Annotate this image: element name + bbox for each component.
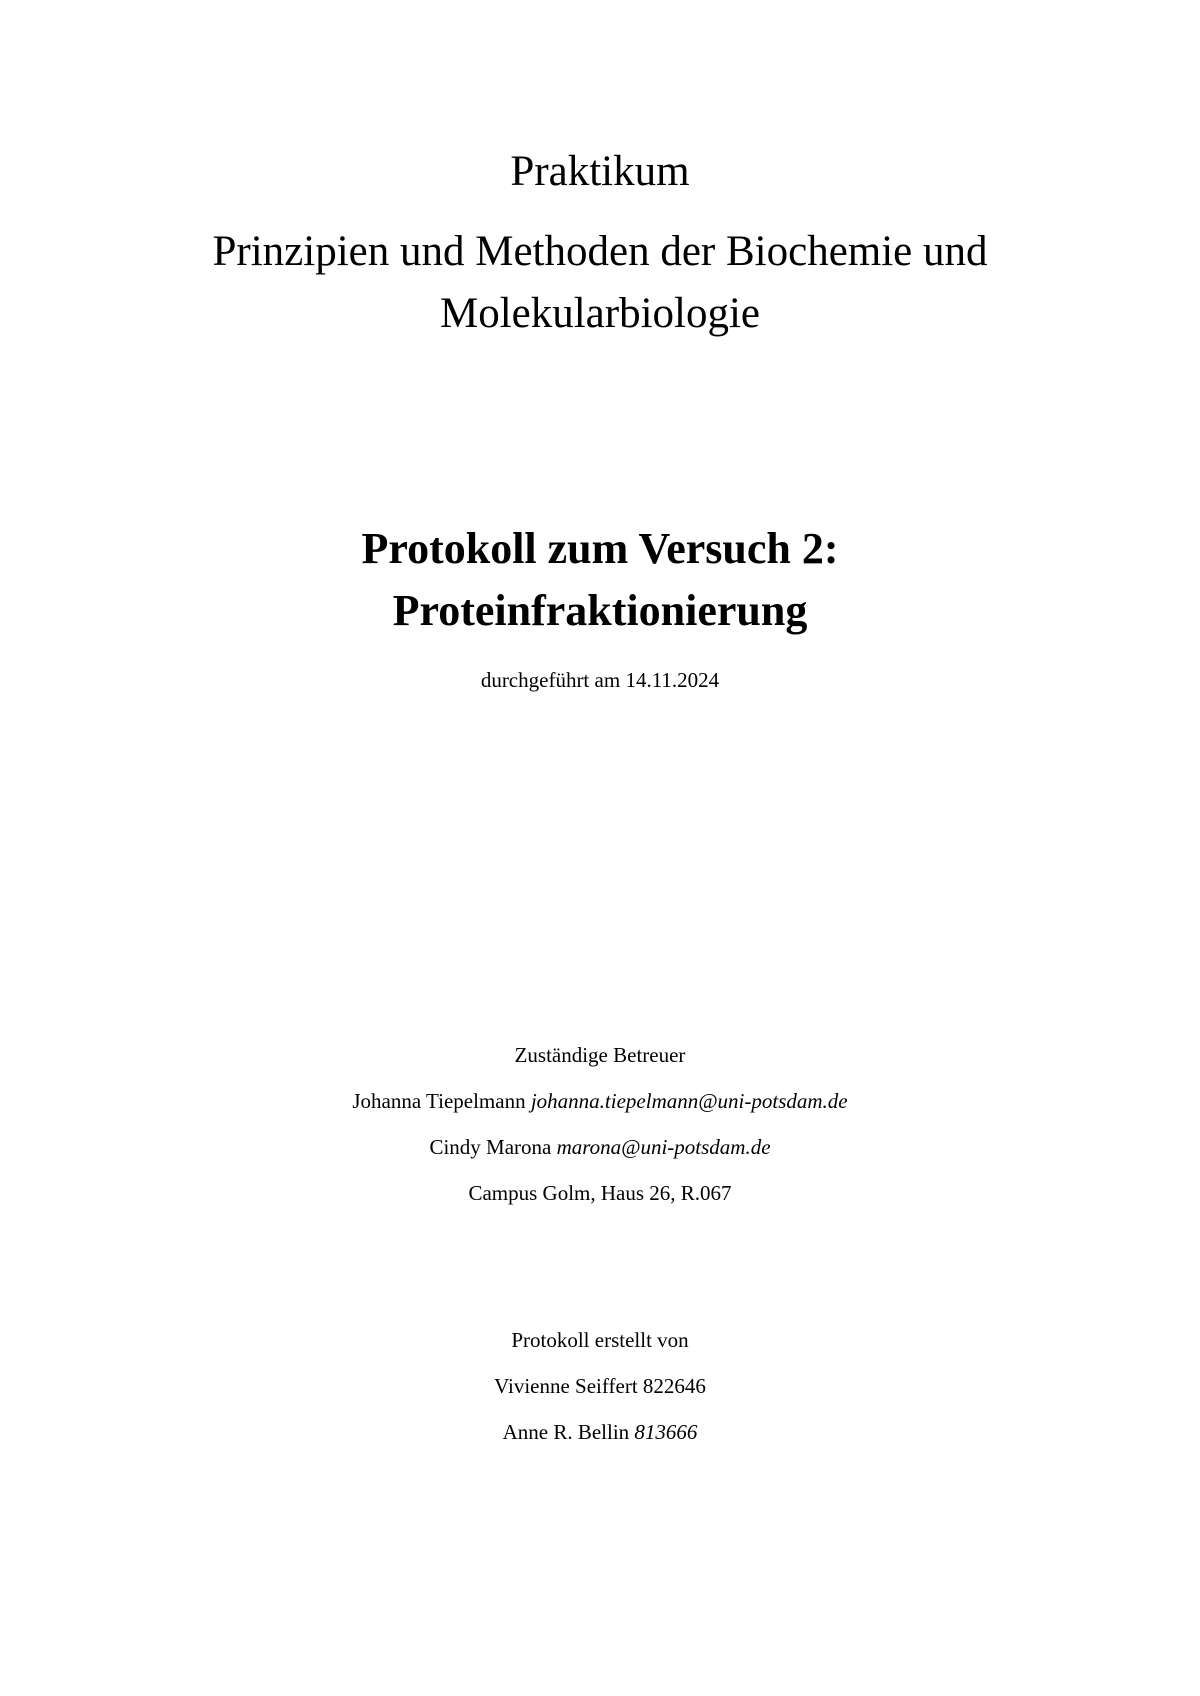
supervisor-email: johanna.tiepelmann@uni-potsdam.de [530,1089,848,1113]
author-entry [0,1376,1200,1397]
supervisors-heading: Zuständige Betreuer [514,1043,686,1067]
date-line [0,670,1200,691]
supervisor-email: marona@uni-potsdam.de [556,1135,771,1159]
protocol-title-line2: Proteinfraktionierung [392,586,808,635]
course-label: Praktikum [510,148,690,195]
authors-heading: Protokoll erstellt von [511,1328,689,1352]
supervisor-entry [0,1137,1200,1158]
author-id: 813666 [634,1420,698,1444]
author-name: Vivienne Seiffert [494,1374,638,1398]
supervisor-location: Campus Golm, Haus 26, R.067 [468,1181,732,1205]
course-title-line2: Molekularbiologie [439,290,761,337]
course-title-line1: Prinzipien und Methoden der Biochemie und [212,228,988,275]
author-name: Anne R. Bellin [502,1420,630,1444]
date-value: 14.11.2024 [625,668,720,692]
author-entry [0,1422,1200,1443]
author-id: 822646 [642,1374,706,1398]
supervisor-name: Johanna Tiepelmann [352,1089,526,1113]
supervisor-name: Cindy Marona [429,1135,552,1159]
supervisor-entry [0,1091,1200,1112]
date-prefix: durchgeführt am [480,668,621,692]
protocol-title-line1: Protokoll zum Versuch 2: [361,524,839,573]
